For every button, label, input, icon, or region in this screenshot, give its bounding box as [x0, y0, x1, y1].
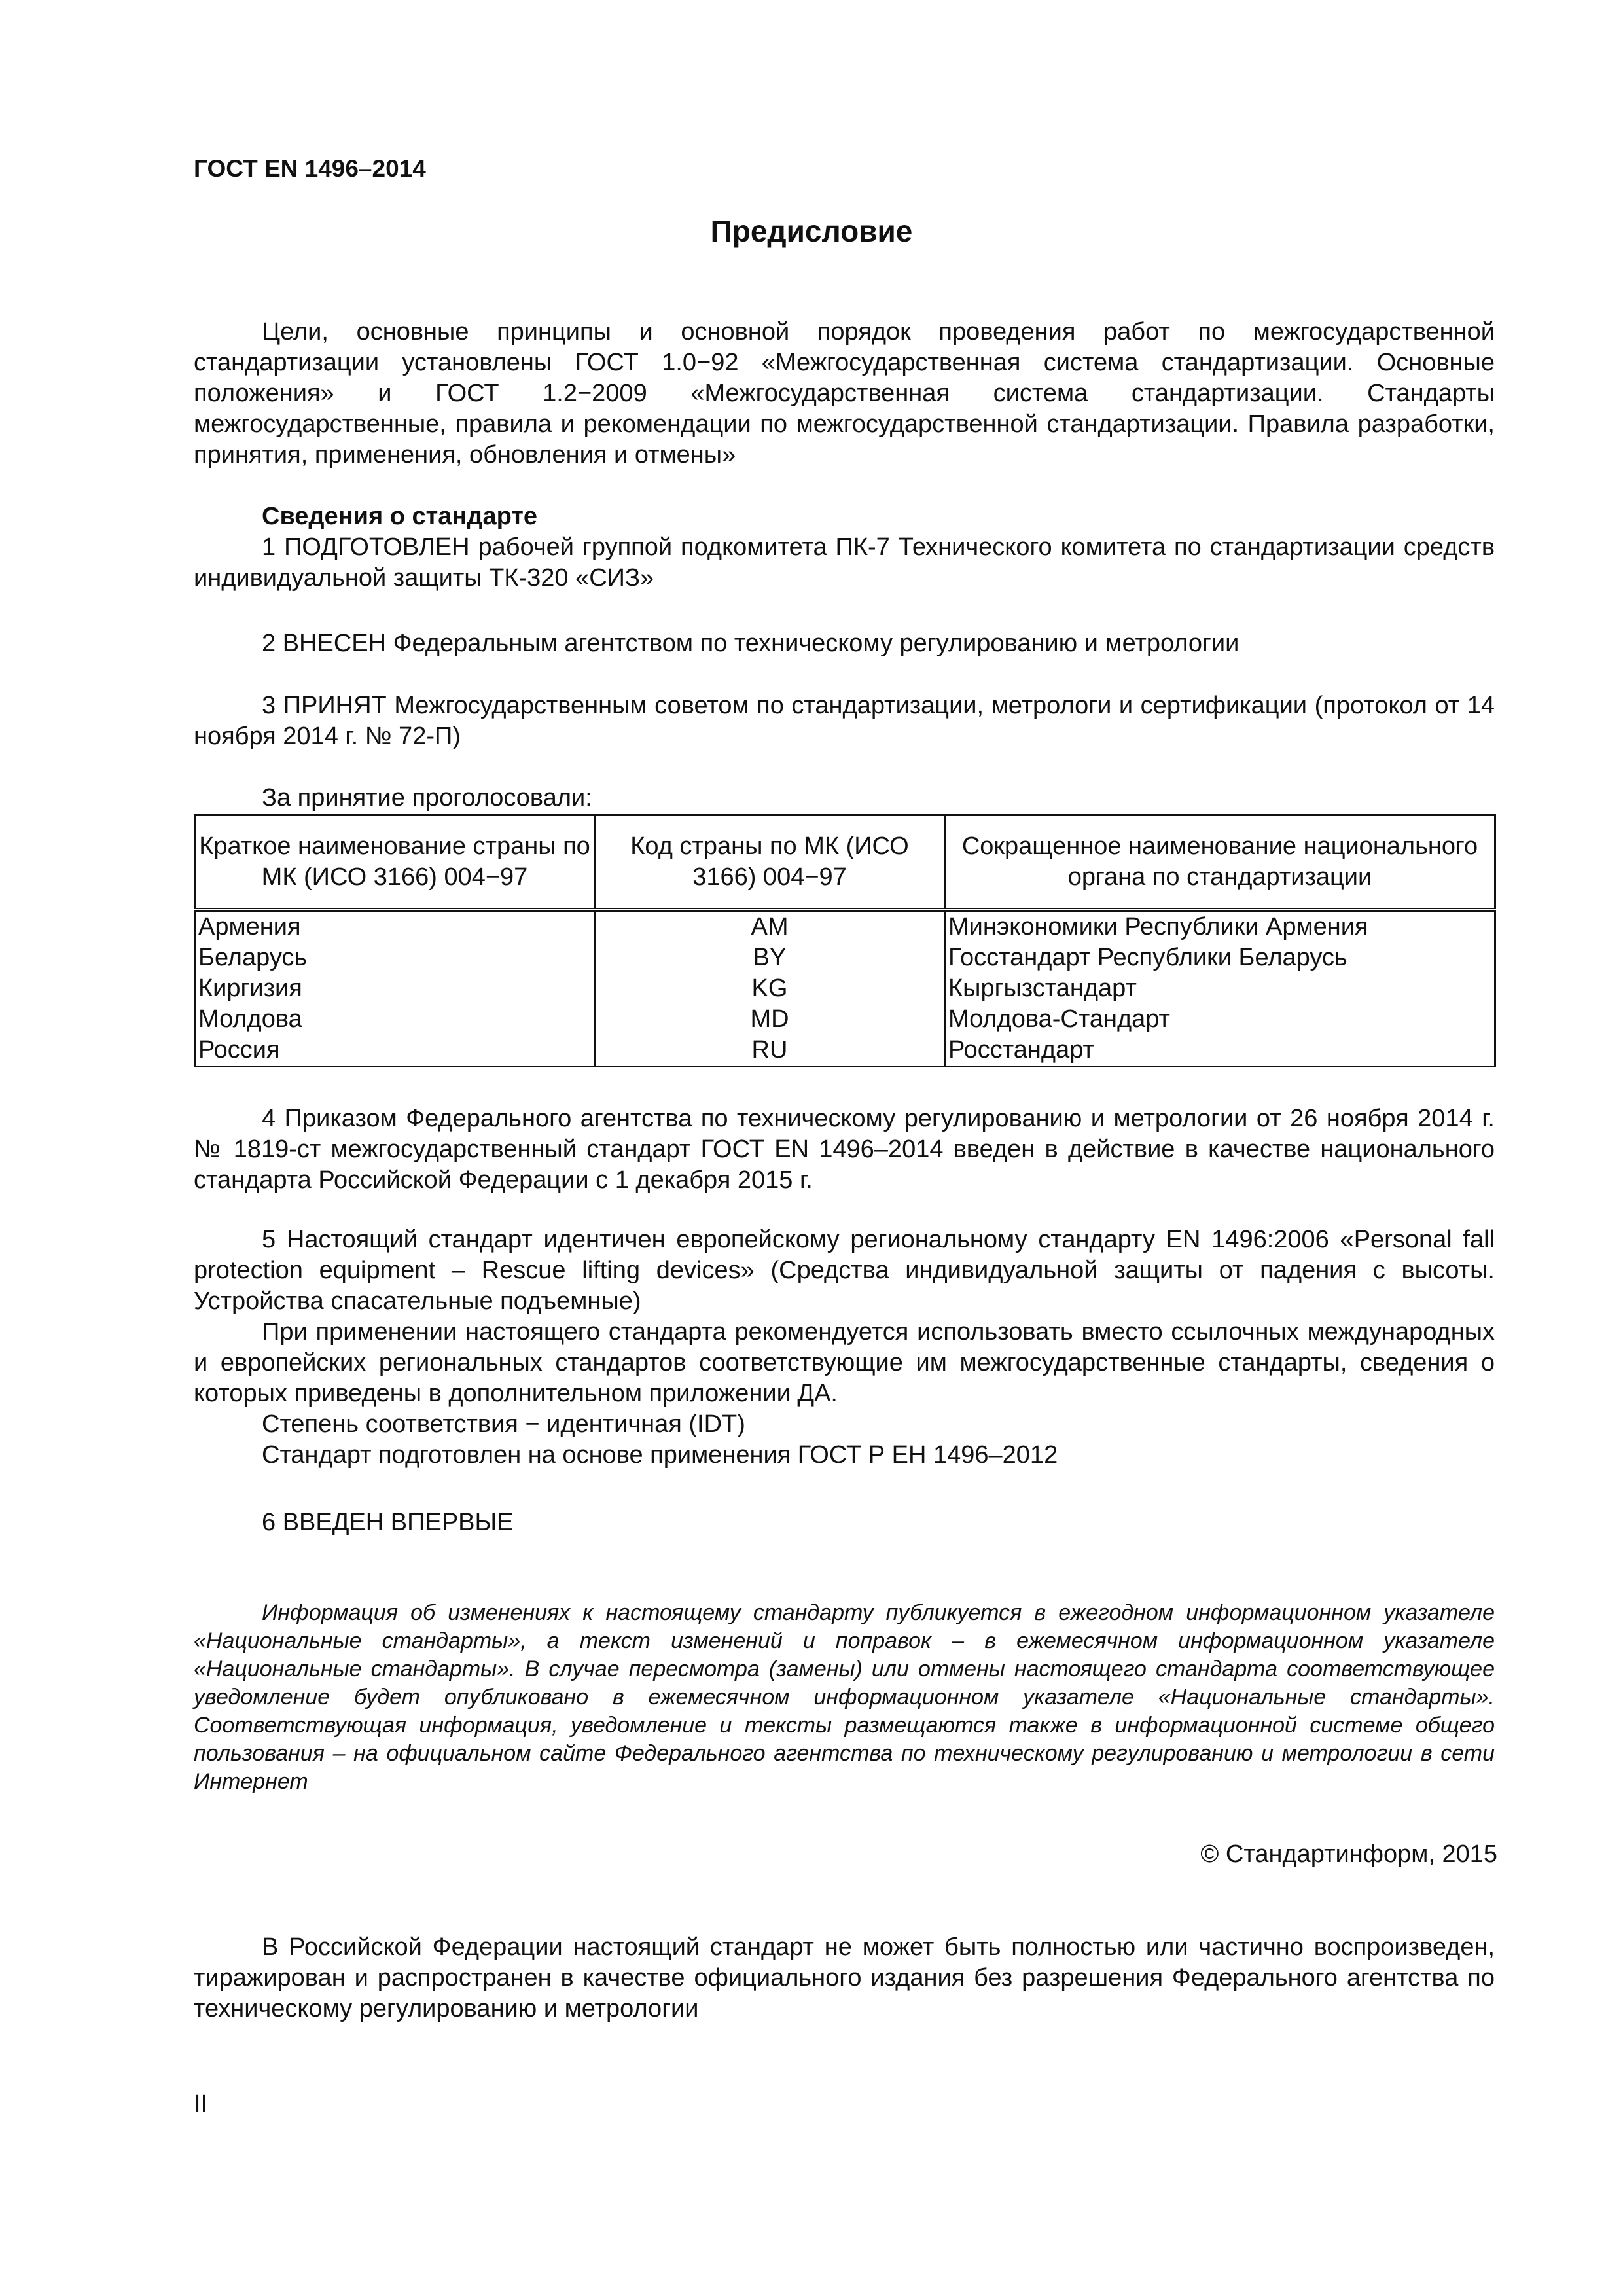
item-5-references: При применении настоящего стандарта рекомендуется использовать вместо ссылочных международных и европейских региональных стандартов соответствующие им межгосударственные стандарты, сведения о которых приведены в дополнительном приложении ДА. [194, 1318, 1495, 1407]
info-item-1: 1 ПОДГОТОВЛЕН рабочей группой подкомитета ПК-7 Технического комитета по стандартизации средств индивидуальной защиты ТК-320 «СИЗ» [194, 533, 1495, 592]
page-number: II [194, 2090, 208, 2118]
code-cell: MD [595, 1004, 945, 1035]
item-4: 4 Приказом Федерального агентства по техническому регулированию и метрологии от 26 ноября 2014 г. № 1819-ст межгосударственный стандарт ГОСТ EN 1496–2014 введен в действие в качестве национального стандарта Российской Федерации с 1 декабря 2015 г. [194, 1105, 1495, 1194]
country-cell: Молдова [195, 1004, 595, 1035]
code-cell: BY [595, 942, 945, 973]
changes-notice: Информация об изменениях к настоящему стандарту публикуется в ежегодном информационном указателе «Национальные стандарты», а текст изменений и поправок – в ежемесячном информационном указателе «Национальные стандарты». В случае пересмотра (замены) или отмены настоящего стандарта соответствующее уведомление будет опубликовано в ежемесячном информационном указателе «Национальные стандарты». Соответствующая информация, уведомление и тексты размещаются также в информационной системе общего пользования – на официальном сайте Федерального агентства по техническому регулированию и метрологии в сети Интернет [194, 1600, 1495, 1794]
table-row [195, 910, 1495, 942]
standard-info-section [194, 501, 1495, 594]
vote-table [194, 814, 1496, 1067]
item-5-section [194, 1225, 1495, 1471]
body-cell: Молдова-Стандарт [945, 1004, 1495, 1035]
body-cell: Госстандарт Республики Беларусь [945, 942, 1495, 973]
item-6: 6 ВВЕДЕН ВПЕРВЫЕ [262, 1509, 514, 1536]
body-cell: Кыргызстандарт [945, 973, 1495, 1004]
code-cell: RU [595, 1035, 945, 1067]
body-cell: Минэкономики Республики Армения [945, 910, 1495, 942]
table-row [195, 1004, 1495, 1035]
column-header-country: Краткое наименование страны по МК (ИСО 3166) 004−97 [195, 816, 595, 910]
item-5: 5 Настоящий стандарт идентичен европейскому региональному стандарту EN 1496:2006 «Personal fall protection equipment – Rescue lifting devices» (Средства индивидуальной защиты от падения с высоты. Устройства спасательные подъемные) [194, 1226, 1495, 1315]
country-cell: Беларусь [195, 942, 595, 973]
table-row [195, 1035, 1495, 1067]
info-item-2: 2 ВНЕСЕН Федеральным агентством по техническому регулированию и метрологии [262, 630, 1240, 657]
table-row [195, 973, 1495, 1004]
standard-info-heading: Сведения о стандарте [262, 503, 538, 530]
country-cell: Армения [195, 910, 595, 942]
info-item-3: 3 ПРИНЯТ Межгосударственным советом по стандартизации, метрологи и сертификации (протокол от 14 ноября 2014 г. № 72-П) [194, 692, 1495, 750]
vote-table-header-row [195, 816, 1495, 910]
country-cell: Россия [195, 1035, 595, 1067]
country-cell: Киргизия [195, 973, 595, 1004]
column-header-body: Сокращенное наименование национального органа по стандартизации [945, 816, 1495, 910]
table-row [195, 942, 1495, 973]
item-5-basis: Стандарт подготовлен на основе применения ГОСТ Р ЕН 1496–2012 [262, 1441, 1058, 1469]
copyright-line: © Стандартинформ, 2015 [1200, 1840, 1497, 1868]
page-title: Предисловие [710, 214, 913, 248]
reproduction-restriction: В Российской Федерации настоящий стандарт не может быть полностью или частично воспроизведен, тиражирован и распространен в качестве официального издания без разрешения Федерального агентства по техническому регулированию и метрологии [194, 1933, 1495, 2022]
document-code-header: ГОСТ EN 1496–2014 [194, 155, 426, 182]
intro-paragraph: Цели, основные принципы и основной порядок проведения работ по межгосударственной стандартизации установлены ГОСТ 1.0−92 «Межгосударственная система стандартизации. Основные положения» и ГОСТ 1.2−2009 «Межгосударственная система стандартизации. Стандарты межгосударственные, правила и рекомендации по межгосударственной стандартизации. Правила разработки, принятия, применения, обновления и отмены» [194, 318, 1495, 469]
item-5-conformity: Степень соответствия − идентичная (IDT) [262, 1410, 745, 1438]
code-cell: KG [595, 973, 945, 1004]
column-header-code: Код страны по МК (ИСО 3166) 004−97 [595, 816, 945, 910]
code-cell: AM [595, 910, 945, 942]
vote-intro: За принятие проголосовали: [262, 784, 592, 812]
body-cell: Росстандарт [945, 1035, 1495, 1067]
